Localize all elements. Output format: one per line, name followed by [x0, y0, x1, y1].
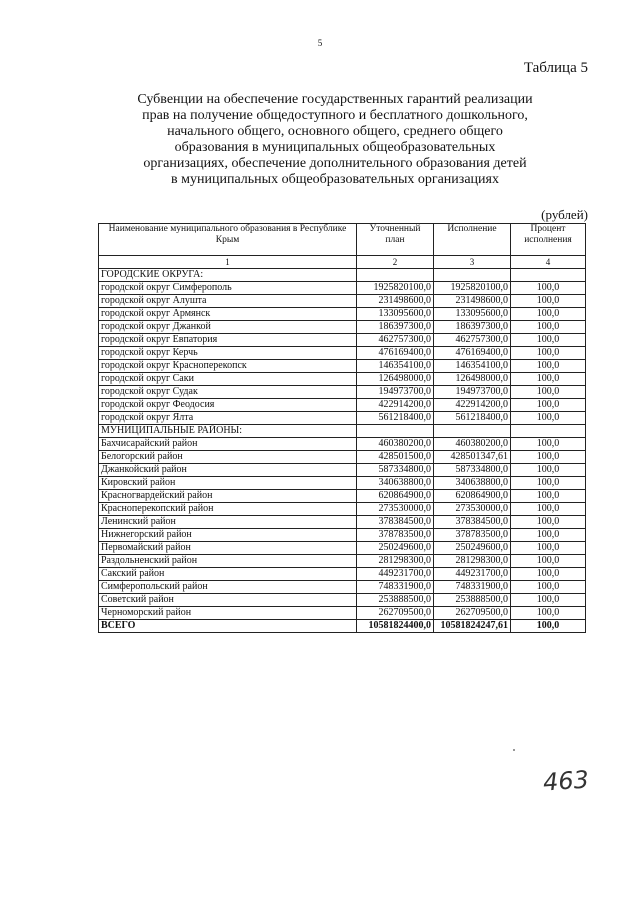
- plan-value: 422914200,0: [357, 399, 434, 412]
- fact-value: 476169400,0: [434, 347, 511, 360]
- plan-value: 378783500,0: [357, 529, 434, 542]
- empty-cell: [434, 269, 511, 282]
- fact-value: 428501347,61: [434, 451, 511, 464]
- plan-value: 281298300,0: [357, 555, 434, 568]
- fact-value: 146354100,0: [434, 360, 511, 373]
- municipality-name: городской округ Ялта: [99, 412, 357, 425]
- table-row: [99, 386, 586, 399]
- fact-value: 1925820100,0: [434, 282, 511, 295]
- percent-value: 100,0: [511, 386, 586, 399]
- plan-value: 146354100,0: [357, 360, 434, 373]
- municipality-name: Ленинский район: [99, 516, 357, 529]
- percent-value: 100,0: [511, 542, 586, 555]
- fact-value: 449231700,0: [434, 568, 511, 581]
- percent-value: 100,0: [511, 412, 586, 425]
- municipality-name: городской округ Симферополь: [99, 282, 357, 295]
- fact-value: 561218400,0: [434, 412, 511, 425]
- fact-value: 186397300,0: [434, 321, 511, 334]
- percent-value: 100,0: [511, 399, 586, 412]
- percent-value: 100,0: [511, 516, 586, 529]
- table-row: [99, 308, 586, 321]
- table-row: [99, 542, 586, 555]
- plan-value: 250249600,0: [357, 542, 434, 555]
- plan-value: 231498600,0: [357, 295, 434, 308]
- subventions-table: [98, 223, 586, 633]
- percent-value: 100,0: [511, 464, 586, 477]
- total-percent: 100,0: [511, 620, 586, 633]
- plan-value: 194973700,0: [357, 386, 434, 399]
- fact-value: 587334800,0: [434, 464, 511, 477]
- title-line: Субвенции на обеспечение государственных гарантий реализации: [137, 92, 533, 107]
- plan-value: 561218400,0: [357, 412, 434, 425]
- fact-value: 748331900,0: [434, 581, 511, 594]
- fact-value: 281298300,0: [434, 555, 511, 568]
- fact-value: 462757300,0: [434, 334, 511, 347]
- table-row: [99, 321, 586, 334]
- title-line: в муниципальных общеобразовательных организациях: [171, 172, 499, 187]
- table-row: [99, 594, 586, 607]
- municipality-name: Джанкойский район: [99, 464, 357, 477]
- municipality-name: Нижнегорский район: [99, 529, 357, 542]
- handwritten-page-number: 463: [542, 765, 590, 797]
- fact-value: 340638800,0: [434, 477, 511, 490]
- percent-value: 100,0: [511, 581, 586, 594]
- column-numbers-row: [99, 256, 586, 269]
- table-row: [99, 516, 586, 529]
- table-row: [99, 360, 586, 373]
- municipality-name: городской округ Саки: [99, 373, 357, 386]
- table-row: [99, 555, 586, 568]
- fact-value: 460380200,0: [434, 438, 511, 451]
- total-fact: 10581824247,61: [434, 620, 511, 633]
- percent-value: 100,0: [511, 347, 586, 360]
- percent-value: 100,0: [511, 568, 586, 581]
- section-header-row: [99, 425, 586, 438]
- plan-value: 133095600,0: [357, 308, 434, 321]
- municipality-name: городской округ Керчь: [99, 347, 357, 360]
- empty-cell: [434, 425, 511, 438]
- plan-value: 273530000,0: [357, 503, 434, 516]
- fact-value: 262709500,0: [434, 607, 511, 620]
- plan-value: 1925820100,0: [357, 282, 434, 295]
- table-row: [99, 490, 586, 503]
- total-plan: 10581824400,0: [357, 620, 434, 633]
- municipality-name: городской округ Армянск: [99, 308, 357, 321]
- plan-value: 253888500,0: [357, 594, 434, 607]
- table-row: [99, 347, 586, 360]
- table-header-row: [99, 224, 586, 256]
- table-body: [99, 224, 586, 633]
- percent-value: 100,0: [511, 360, 586, 373]
- plan-value: 378384500,0: [357, 516, 434, 529]
- municipality-name: городской округ Феодосия: [99, 399, 357, 412]
- fact-value: 253888500,0: [434, 594, 511, 607]
- table-row: [99, 529, 586, 542]
- plan-value: 262709500,0: [357, 607, 434, 620]
- table-row: [99, 334, 586, 347]
- percent-value: 100,0: [511, 438, 586, 451]
- table-row: [99, 373, 586, 386]
- title-line: образования в муниципальных общеобразовательных: [174, 140, 496, 155]
- title-line: организациях, обеспечение дополнительного образования детей: [143, 156, 527, 171]
- municipality-name: Красноперекопский район: [99, 503, 357, 516]
- table-row: [99, 412, 586, 425]
- percent-value: 100,0: [511, 321, 586, 334]
- plan-value: 748331900,0: [357, 581, 434, 594]
- municipality-name: Белогорский район: [99, 451, 357, 464]
- municipality-name: Советский район: [99, 594, 357, 607]
- plan-value: 340638800,0: [357, 477, 434, 490]
- fact-value: 378783500,0: [434, 529, 511, 542]
- header-percent: Процент исполнения: [511, 224, 586, 256]
- section-header-row: [99, 269, 586, 282]
- title-line: начального общего, основного общего, среднего общего: [167, 124, 503, 139]
- fact-value: 620864900,0: [434, 490, 511, 503]
- column-number: 3: [434, 256, 511, 269]
- municipality-name: городской округ Алушта: [99, 295, 357, 308]
- fact-value: 133095600,0: [434, 308, 511, 321]
- plan-value: 620864900,0: [357, 490, 434, 503]
- municipality-name: городской округ Красноперекопск: [99, 360, 357, 373]
- percent-value: 100,0: [511, 295, 586, 308]
- municipality-name: Первомайский район: [99, 542, 357, 555]
- plan-value: 587334800,0: [357, 464, 434, 477]
- percent-value: 100,0: [511, 334, 586, 347]
- table-row: [99, 295, 586, 308]
- section-title: ГОРОДСКИЕ ОКРУГА:: [99, 269, 357, 282]
- empty-cell: [511, 269, 586, 282]
- plan-value: 462757300,0: [357, 334, 434, 347]
- header-name: Наименование муниципального образования в Республике Крым: [99, 224, 357, 256]
- table-row: [99, 399, 586, 412]
- table-row: [99, 438, 586, 451]
- header-fact: Исполнение: [434, 224, 511, 256]
- empty-cell: [357, 425, 434, 438]
- municipality-name: Сакский район: [99, 568, 357, 581]
- fact-value: 231498600,0: [434, 295, 511, 308]
- column-number: 4: [511, 256, 586, 269]
- percent-value: 100,0: [511, 477, 586, 490]
- municipality-name: Черноморский район: [99, 607, 357, 620]
- percent-value: 100,0: [511, 529, 586, 542]
- municipality-name: городской округ Джанкой: [99, 321, 357, 334]
- percent-value: 100,0: [511, 607, 586, 620]
- percent-value: 100,0: [511, 490, 586, 503]
- total-row: [99, 620, 586, 633]
- municipality-name: Кировский район: [99, 477, 357, 490]
- municipality-name: городской округ Евпатория: [99, 334, 357, 347]
- fact-value: 378384500,0: [434, 516, 511, 529]
- section-title: МУНИЦИПАЛЬНЫЕ РАЙОНЫ:: [99, 425, 357, 438]
- plan-value: 126498000,0: [357, 373, 434, 386]
- column-number: 1: [99, 256, 357, 269]
- fact-value: 194973700,0: [434, 386, 511, 399]
- percent-value: 100,0: [511, 373, 586, 386]
- plan-value: 476169400,0: [357, 347, 434, 360]
- fact-value: 250249600,0: [434, 542, 511, 555]
- percent-value: 100,0: [511, 451, 586, 464]
- title-line: прав на получение общедоступного и бесплатного дошкольного,: [142, 108, 528, 123]
- fact-value: 126498000,0: [434, 373, 511, 386]
- municipality-name: Бахчисарайский район: [99, 438, 357, 451]
- percent-value: 100,0: [511, 503, 586, 516]
- empty-cell: [357, 269, 434, 282]
- percent-value: 100,0: [511, 282, 586, 295]
- table-row: [99, 282, 586, 295]
- percent-value: 100,0: [511, 555, 586, 568]
- table-row: [99, 568, 586, 581]
- municipality-name: Симферопольский район: [99, 581, 357, 594]
- document-title: [110, 92, 560, 188]
- plan-value: 428501500,0: [357, 451, 434, 464]
- municipality-name: Красногвардейский район: [99, 490, 357, 503]
- fact-value: 422914200,0: [434, 399, 511, 412]
- municipality-name: Раздольненский район: [99, 555, 357, 568]
- header-plan: Уточненный план: [357, 224, 434, 256]
- table-row: [99, 581, 586, 594]
- table-row: [99, 451, 586, 464]
- scan-speck: [513, 749, 515, 751]
- plan-value: 460380200,0: [357, 438, 434, 451]
- page-number: 5: [317, 38, 323, 48]
- percent-value: 100,0: [511, 594, 586, 607]
- plan-value: 449231700,0: [357, 568, 434, 581]
- plan-value: 186397300,0: [357, 321, 434, 334]
- percent-value: 100,0: [511, 308, 586, 321]
- units-label: (рублей): [541, 207, 588, 222]
- table-row: [99, 464, 586, 477]
- table-label: Таблица 5: [523, 60, 588, 76]
- table-row: [99, 607, 586, 620]
- municipality-name: городской округ Судак: [99, 386, 357, 399]
- table-row: [99, 477, 586, 490]
- table-row: [99, 503, 586, 516]
- empty-cell: [511, 425, 586, 438]
- total-label: ВСЕГО: [99, 620, 357, 633]
- fact-value: 273530000,0: [434, 503, 511, 516]
- column-number: 2: [357, 256, 434, 269]
